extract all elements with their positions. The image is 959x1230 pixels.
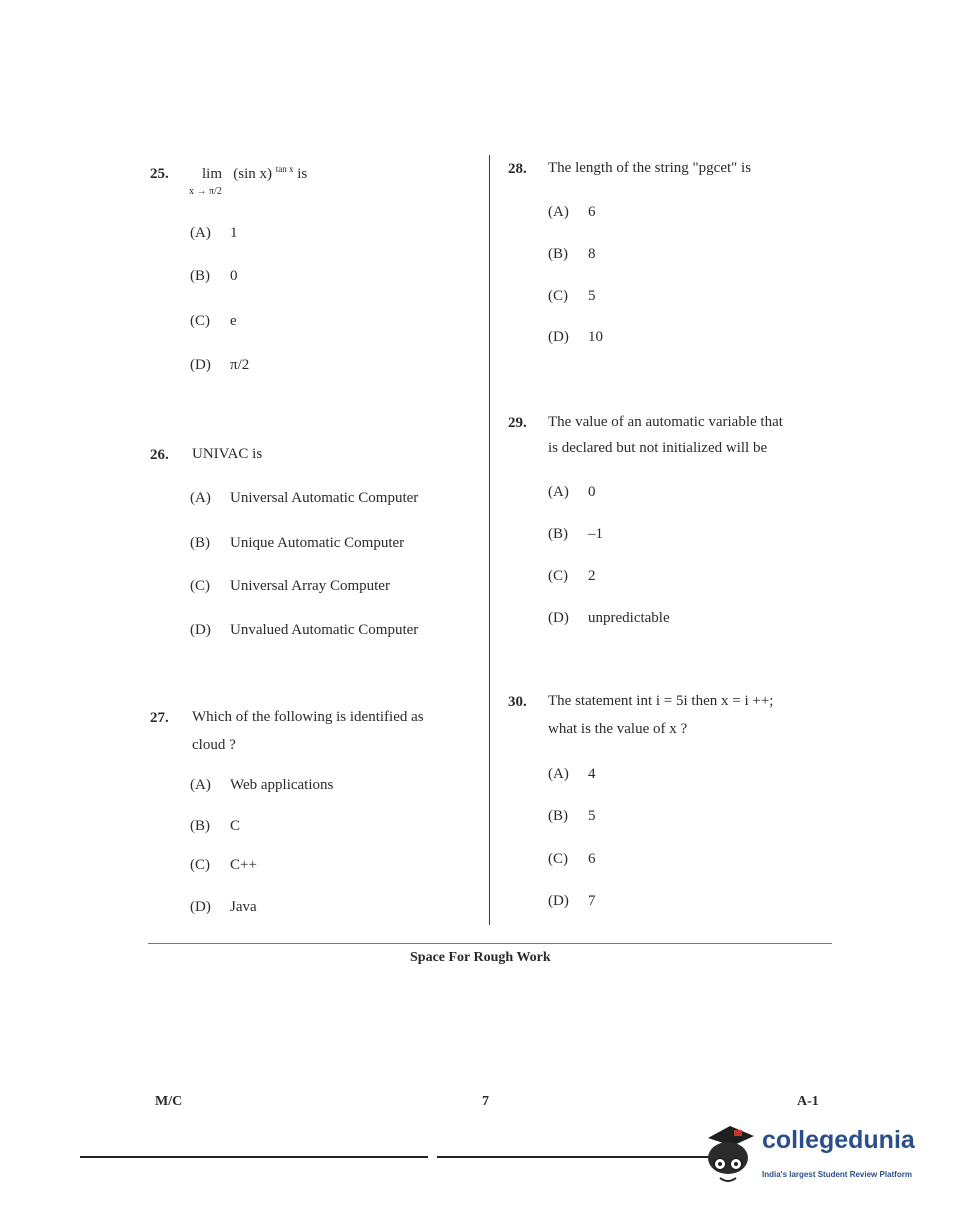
logo-brand: collegedunia: [762, 1126, 915, 1154]
q25-stem: [202, 164, 307, 183]
q27-stem-line2: cloud ?: [192, 737, 236, 753]
rough-work-rule: [148, 943, 832, 944]
q25-expr: (sin x): [233, 166, 273, 182]
q30-stem-line1: The statement int i = 5i then x = i ++;: [548, 693, 774, 709]
mascot-icon: [700, 1122, 758, 1186]
q27-option-b: (B) C: [190, 818, 241, 834]
q29-stem-line1: The value of an automatic variable that: [548, 414, 783, 430]
q26-option-a: (A) Universal Automatic Computer: [190, 490, 419, 506]
collegedunia-logo: [700, 1122, 940, 1192]
q25-exponent: tan x: [275, 164, 294, 174]
q25-tail: is: [297, 166, 308, 182]
q27-option-c: (C) C++: [190, 857, 257, 873]
q30-option-d: (D) 7: [548, 893, 596, 909]
q29-stem-line2: is declared but not initialized will be: [548, 440, 768, 456]
q25-option-a: (A) 1: [190, 225, 238, 241]
q25-option-c: (C) e: [190, 313, 237, 329]
q28-option-a: (A) 6: [548, 204, 596, 220]
q25-lim: lim: [202, 166, 223, 182]
q27-stem-line1: Which of the following is identified as: [192, 709, 424, 725]
q29-option-d: (D) unpredictable: [548, 610, 670, 626]
q28-option-c: (C) 5: [548, 288, 596, 304]
q28-option-b: (B) 8: [548, 246, 596, 262]
q27-option-a: (A) Web applications: [190, 777, 334, 793]
q30-number: 30.: [508, 694, 527, 710]
q30-option-b: (B) 5: [548, 808, 596, 824]
q30-option-a: (A) 4: [548, 766, 596, 782]
q25-limit-sub: x → π/2: [189, 186, 222, 197]
q26-number: 26.: [150, 447, 169, 463]
footer-left-code: M/C: [155, 1094, 183, 1109]
q26-stem: UNIVAC is: [192, 446, 263, 462]
footer-rule-left: [80, 1156, 428, 1158]
footer-right-code: A-1: [797, 1094, 819, 1109]
rough-work-label: Space For Rough Work: [410, 950, 551, 965]
q29-number: 29.: [508, 415, 527, 431]
q27-number: 27.: [150, 710, 169, 726]
q28-stem: The length of the string "pgcet" is: [548, 160, 752, 176]
q29-option-c: (C) 2: [548, 568, 596, 584]
q29-option-a: (A) 0: [548, 484, 596, 500]
q26-option-b: (B) Unique Automatic Computer: [190, 535, 405, 551]
column-divider: [489, 155, 490, 925]
q26-option-d: (D) Unvalued Automatic Computer: [190, 622, 419, 638]
q25-option-b: (B) 0: [190, 268, 238, 284]
q25-option-d: (D) π/2: [190, 357, 250, 373]
q29-option-b: (B) –1: [548, 526, 603, 542]
q27-option-d: (D) Java: [190, 899, 257, 915]
q30-option-c: (C) 6: [548, 851, 596, 867]
q25-number: 25.: [150, 166, 169, 182]
logo-tagline: India's largest Student Review Platform: [762, 1170, 912, 1179]
q30-stem-line2: what is the value of x ?: [548, 721, 688, 737]
q28-number: 28.: [508, 161, 527, 177]
footer-rule-right: [437, 1156, 727, 1158]
q28-option-d: (D) 10: [548, 329, 603, 345]
page-number: 7: [482, 1094, 489, 1109]
q26-option-c: (C) Universal Array Computer: [190, 578, 390, 594]
